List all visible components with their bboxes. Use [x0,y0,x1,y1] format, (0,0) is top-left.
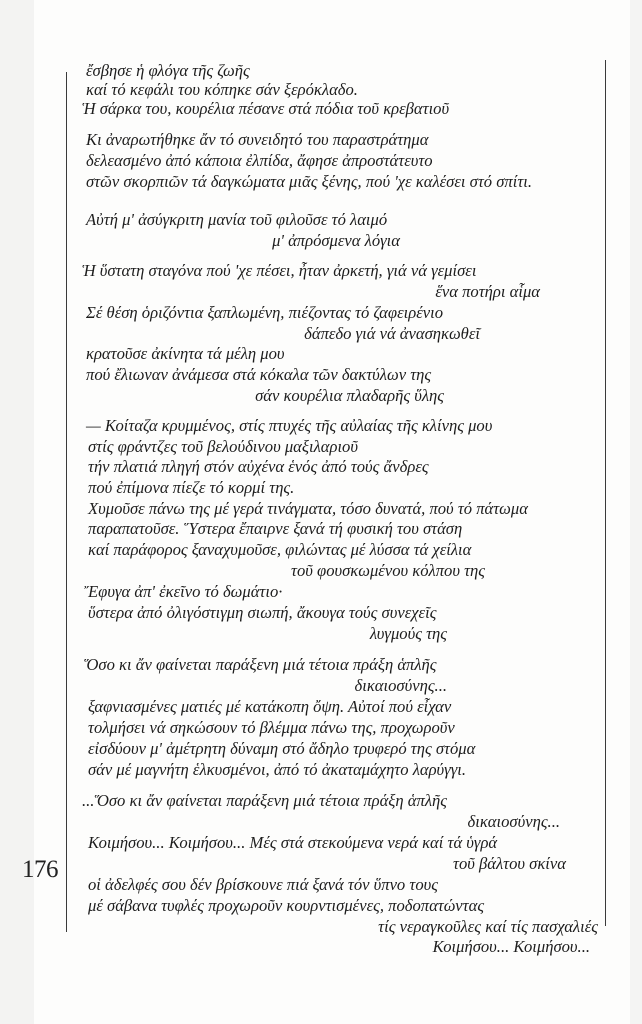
poem-line: Σέ θέση ὁριζόντια ξαπλωμένη, πιέζοντας τό ζαφειρένιο [86,303,443,322]
poem-line: Κι ἀναρωτήθηκε ἄν τό συνειδητό του παραστράτημα [86,130,429,149]
poem-line: τήν πλατιά πληγή στόν αὐχένα ἑνός ἀπό τούς ἄνδρες [88,457,429,476]
poem-line: ...Ὅσο κι ἄν φαίνεται παράξενη μιά τέτοια πράξη ἁπλῆς [82,791,447,810]
poem-line: Ὅσο κι ἄν φαίνεται παράξενη μιά τέτοια πράξη ἁπλῆς [84,655,437,674]
poem-line: τίς νεραγκοῦλες καί τίς πασχαλιές [378,917,598,936]
poem-line: ἕνα ποτήρι αἷμα [435,282,540,301]
poem-line: τοῦ βάλτου σκίνα [453,854,566,873]
poem-line: Αὐτή μ' ἀσύγκριτη μανία τοῦ φιλοῦσε τό λαιμό [86,210,388,229]
poem-line: στίς φράντζες τοῦ βελούδινου μαξιλαριοῦ [88,437,358,456]
poem-line: πού ἐπίμονα πίεζε τό κορμί της. [88,478,295,497]
poem-line: Χυμοῦσε πάνω της μέ γερά τινάγματα, τόσο δυνατά, πού τό πάτωμα [88,499,528,518]
poem-line: δικαιοσύνης... [354,676,447,695]
poem-line: πού ἔλιωναν ἀνάμεσα στά κόκαλα τῶν δακτύλων της [86,365,432,384]
poem-line: Ἡ σάρκα του, κουρέλια πέσανε στά πόδια τοῦ κρεβατιοῦ [82,99,450,118]
poem-line: δάπεδο γιά νά ἀνασηκωθεῖ [304,324,480,343]
page-number: 176 [22,856,58,883]
poem-line: ἔσβησε ἡ φλόγα τῆς ζωῆς [86,61,250,80]
poem-line: δικαιοσύνης... [467,812,560,831]
poem-line: εἰσδύουν μ' ἀμέτρητη δύναμη στό ἄδηλο τρυφερό της στόμα [88,739,476,758]
poem-line: Κοιμήσου... Κοιμήσου... Μές στά στεκούμενα νερά καί τά ὑγρά [88,833,498,852]
poem-line: μ' ἀπρόσμενα λόγια [272,231,400,250]
poem-line: μέ σάβανα τυφλές προχωροῦν κουρντισμένες, ποδοπατώντας [88,896,485,915]
poem-line: τολμήσει νά σηκώσουν τό βλέμμα πάνω της, προχωροῦν [88,718,455,737]
poem-line: καί τό κεφάλι του κόπηκε σάν ξερόκλαδο. [86,80,358,99]
poem-line: σάν κουρέλια πλαδαρῆς ὕλης [255,386,444,405]
poem-line: ὕστερα ἀπό ὀλιγόστιγμη σιωπή, ἄκουγα τούς συνεχεῖς [88,603,437,622]
poem-line: Ἔφυγα ἀπ' ἐκεῖνο τό δωμάτιο· [84,582,283,601]
poem-line: δελεασμένο ἀπό κάποια ἐλπίδα, ἄφησε ἀπροστάτευτο [86,151,433,170]
poem-line: σάν μέ μαγνήτη ἑλκυσμένοι, ἀπό τό ἀκαταμάχητο λαρύγγι. [88,760,467,779]
poem-line: λυγμούς της [369,624,447,643]
poem-line: στῶν σκορπιῶν τά δαγκώματα μιᾶς ξένης, πού 'χε καλέσει στό σπίτι. [86,172,533,191]
poem-line: παραπατοῦσε. Ὕστερα ἔπαιρνε ξανά τή φυσική του στάση [88,519,463,538]
poem-line: ξαφνιασμένες ματιές μέ κατάκοπη ὄψη. Αὐτοί πού εἶχαν [88,697,452,716]
poem-line: Ἡ ὕστατη σταγόνα πού 'χε πέσει, ἦταν ἀρκετή, γιά νά γεμίσει [82,261,477,280]
poem-line: τοῦ φουσκωμένου κόλπου της [291,561,485,580]
poem-line: Κοιμήσου... Κοιμήσου... [432,937,590,956]
poem-line: οἱ ἀδελφές σου δέν βρίσκουνε πιά ξανά τόν ὕπνο τους [88,875,438,894]
poem-line: καί παράφορος ξαναχυμοῦσε, φιλώντας μέ λύσσα τά χείλια [88,540,472,559]
poem-line: κρατοῦσε ἀκίνητα τά μέλη μου [86,344,285,363]
poem-line: — Κοίταζα κρυμμένος, στίς πτυχές τῆς αὐλαίας τῆς κλίνης μου [86,416,493,435]
